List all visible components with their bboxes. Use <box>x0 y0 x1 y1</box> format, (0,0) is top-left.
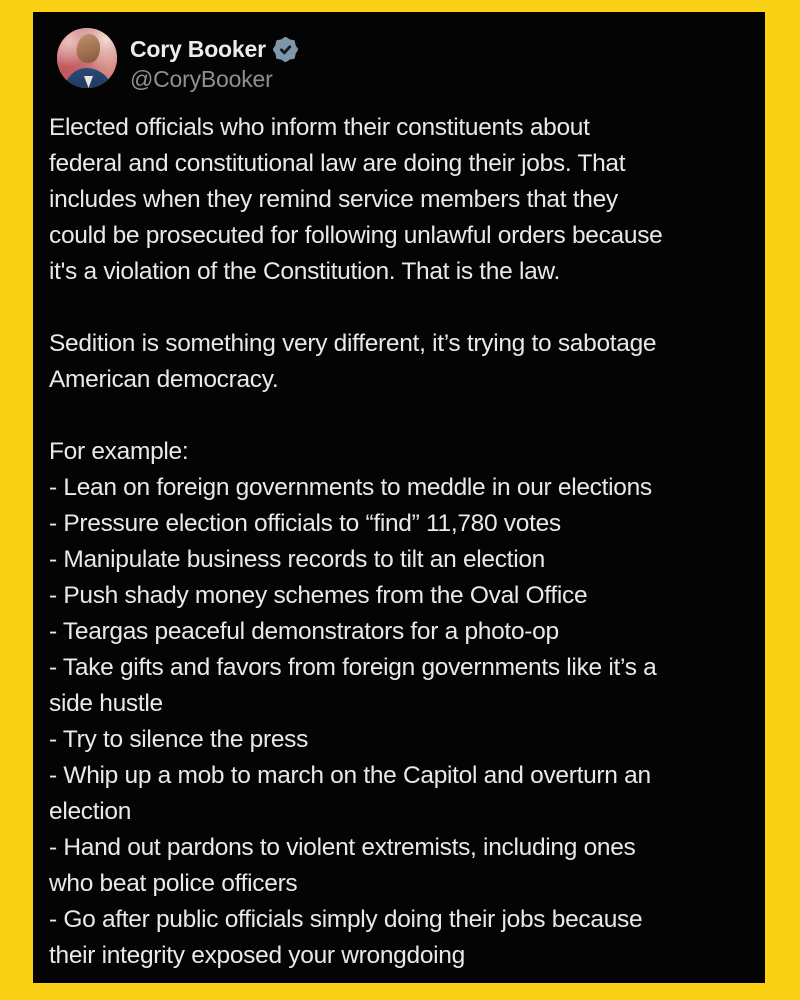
author-block <box>130 35 298 93</box>
tweet-text-line <box>49 290 755 326</box>
tweet-text-line: Sedition is something very different, it’s trying to sabotage <box>49 330 657 357</box>
tweet-text-line: it's a violation of the Constitution. That is the law. <box>49 258 560 285</box>
avatar[interactable] <box>57 28 117 88</box>
tweet-text-line: - Whip up a mob to march on the Capitol and overturn an <box>49 762 651 789</box>
tweet-text <box>49 110 755 974</box>
verified-badge-icon <box>273 37 298 62</box>
tweet-text-line: who beat police officers <box>49 870 298 897</box>
user-handle[interactable]: @CoryBooker <box>130 66 273 92</box>
tweet-text-line: American democracy. <box>49 366 279 393</box>
tweet-text-line: their integrity exposed your wrongdoing <box>49 942 465 969</box>
tweet-text-line: - Manipulate business records to tilt an election <box>49 546 545 573</box>
tweet-text-line: Elected officials who inform their constituents about <box>49 114 590 141</box>
tweet-text-line: - Push shady money schemes from the Oval Office <box>49 582 588 609</box>
tweet-text-line: side hustle <box>49 690 163 717</box>
tweet-text-line: includes when they remind service members that they <box>49 186 618 213</box>
tweet-text-line: - Go after public officials simply doing their jobs because <box>49 906 643 933</box>
tweet-text-line: - Lean on foreign governments to meddle in our elections <box>49 474 652 501</box>
tweet-text-line <box>49 398 755 434</box>
tweet-card <box>33 12 765 983</box>
tweet-text-line: - Try to silence the press <box>49 726 309 753</box>
tweet-text-line: For example: <box>49 438 189 465</box>
tweet-text-line: could be prosecuted for following unlawful orders because <box>49 222 663 249</box>
tweet-text-line: - Hand out pardons to violent extremists, including ones <box>49 834 636 861</box>
tweet-text-line: federal and constitutional law are doing their jobs. That <box>49 150 626 177</box>
display-name[interactable]: Cory Booker <box>130 35 266 62</box>
tweet-header <box>33 12 765 102</box>
tweet-text-line: election <box>49 798 132 825</box>
tweet-text-line: - Teargas peaceful demonstrators for a photo-op <box>49 618 559 645</box>
tweet-text-line: - Take gifts and favors from foreign governments like it’s a <box>49 654 657 681</box>
display-name-row <box>130 35 298 63</box>
tweet-text-line: - Pressure election officials to “find” 11,780 votes <box>49 510 561 537</box>
